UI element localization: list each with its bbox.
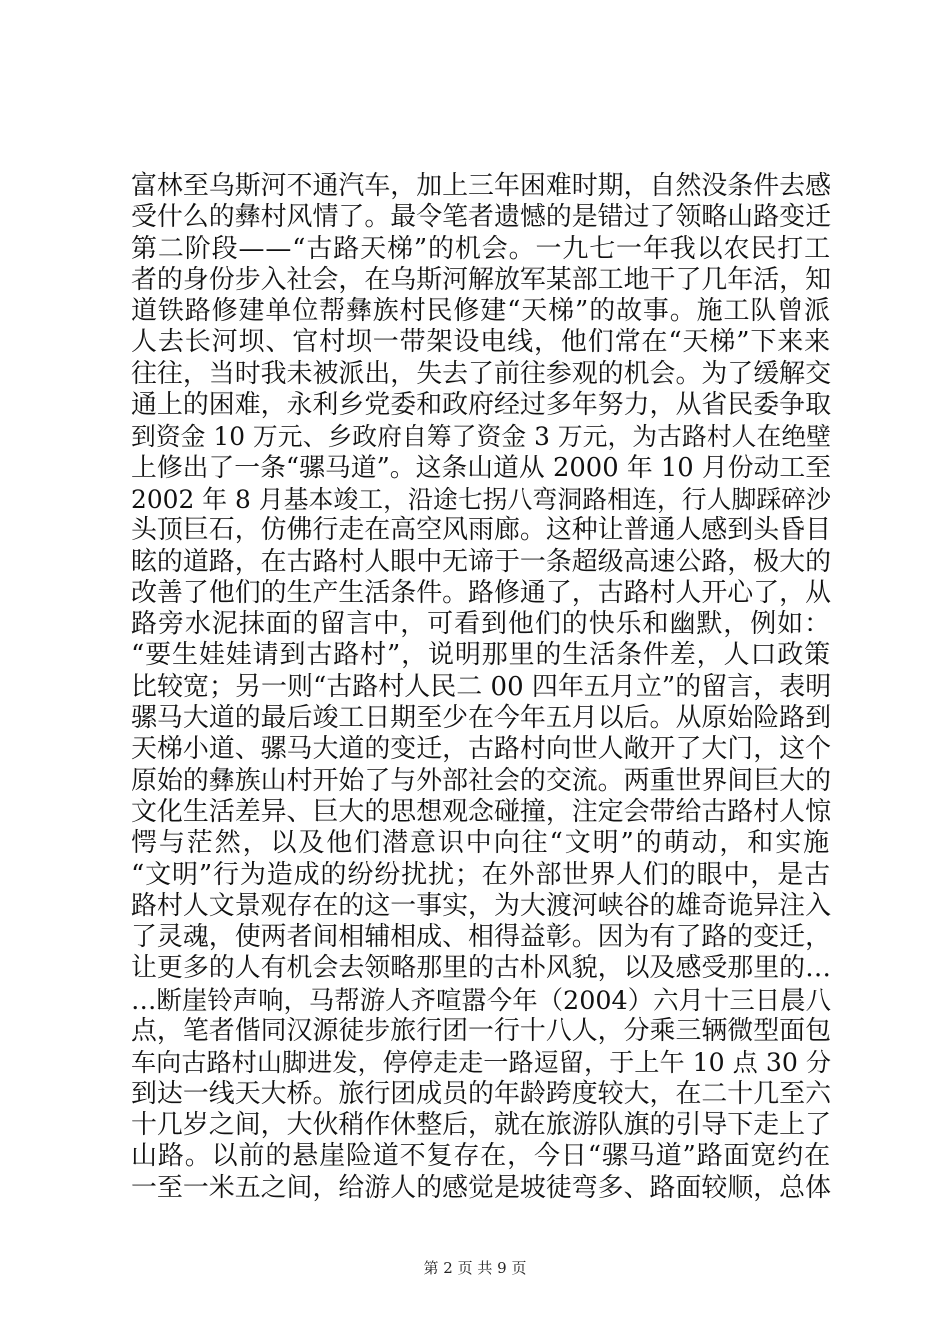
text-line: 山路。以前的悬崖险道不复存在，今日“骡马道”路面宽约在 bbox=[131, 1141, 831, 1172]
page-footer: 第 2 页 共 9 页 bbox=[423, 1259, 527, 1277]
text-line: 天梯小道、骡马大道的变迁，古路村向世人敞开了大门，这个 bbox=[131, 734, 831, 765]
text-line: 上修出了一条“骡马道”。这条山道从 2000 年 10 月份动工至 bbox=[131, 452, 831, 483]
text-line: 人去长河坝、官村坝一带架设电线，他们常在“天梯”下来来 bbox=[131, 327, 831, 358]
text-line: 路旁水泥抹面的留言中，可看到他们的快乐和幽默，例如： bbox=[131, 609, 831, 640]
text-line: 车向古路村山脚进发，停停走走一路逗留，于上午 10 点 30 分 bbox=[131, 1048, 831, 1078]
text-line: 改善了他们的生产生活条件。路修通了，古路村人开心了，从 bbox=[131, 577, 831, 608]
text-line: 道铁路修建单位帮彝族村民修建“天梯”的故事。施工队曾派 bbox=[131, 296, 831, 327]
text-line: 路村人文景观存在的这一事实，为大渡河峡谷的雄奇诡异注入 bbox=[131, 890, 831, 921]
text-line: 第二阶段——“古路天梯”的机会。一九七一年我以农民打工 bbox=[131, 233, 831, 264]
text-line: “要生娃娃请到古路村”，说明那里的生活条件差，人口政策 bbox=[131, 640, 831, 671]
text-line: 受什么的彝村风情了。最令笔者遗憾的是错过了领略山路变迁 bbox=[131, 202, 831, 233]
text-line: 到资金 10 万元、乡政府自筹了资金 3 万元，为古路村人在绝壁 bbox=[131, 422, 831, 452]
text-line: 通上的困难，永利乡党委和政府经过多年努力，从省民委争取 bbox=[131, 390, 831, 421]
text-line: 头顶巨石，仿佛行走在高空风雨廊。这种让普通人感到头昏目 bbox=[131, 515, 831, 546]
text-line: 比较宽；另一则“古路村人民二 00 四年五月立”的留言，表明 bbox=[131, 671, 831, 702]
text-line: “文明”行为造成的纷纷扰扰；在外部世界人们的眼中，是古 bbox=[131, 859, 831, 890]
text-line: 愕与茫然，以及他们潜意识中向往“文明”的萌动，和实施 bbox=[131, 828, 831, 859]
text-line: 了灵魂，使两者间相辅相成、相得益彰。因为有了路的变迁， bbox=[131, 922, 831, 953]
text-line: 一至一米五之间，给游人的感觉是坡徒弯多、路面较顺，总体 bbox=[131, 1172, 831, 1203]
body-text bbox=[131, 171, 831, 1204]
text-line: 原始的彝族山村开始了与外部社会的交流。两重世界间巨大的 bbox=[131, 765, 831, 796]
text-line: 者的身份步入社会，在乌斯河解放军某部工地干了几年活，知 bbox=[131, 264, 831, 295]
text-line: 文化生活差异、巨大的思想观念碰撞，注定会带给古路村人惊 bbox=[131, 796, 831, 827]
text-line: 点，笔者偕同汉源徒步旅行团一行十八人，分乘三辆微型面包 bbox=[131, 1016, 831, 1047]
text-line: 富林至乌斯河不通汽车，加上三年困难时期，自然没条件去感 bbox=[131, 171, 831, 201]
text-line: 眩的道路，在古路村人眼中无谛于一条超级高速公路，极大的 bbox=[131, 546, 831, 577]
text-line: 让更多的人有机会去领略那里的古朴风貌，以及感受那里的… bbox=[131, 953, 831, 984]
text-line: 2002 年 8 月基本竣工，沿途七拐八弯洞路相连，行人脚踩碎沙 bbox=[131, 484, 831, 514]
text-line: 骡马大道的最后竣工日期至少在今年五月以后。从原始险路到 bbox=[131, 703, 831, 734]
text-line: 往往，当时我未被派出，失去了前往参观的机会。为了缓解交 bbox=[131, 358, 831, 389]
text-line: 到达一线天大桥。旅行团成员的年龄跨度较大，在二十几至六 bbox=[131, 1078, 831, 1109]
text-line: …断崖铃声响，马帮游人齐喧嚣今年（2004）六月十三日晨八 bbox=[131, 984, 831, 1015]
text-line: 十几岁之间，大伙稍作休整后，就在旅游队旗的引导下走上了 bbox=[131, 1109, 831, 1140]
